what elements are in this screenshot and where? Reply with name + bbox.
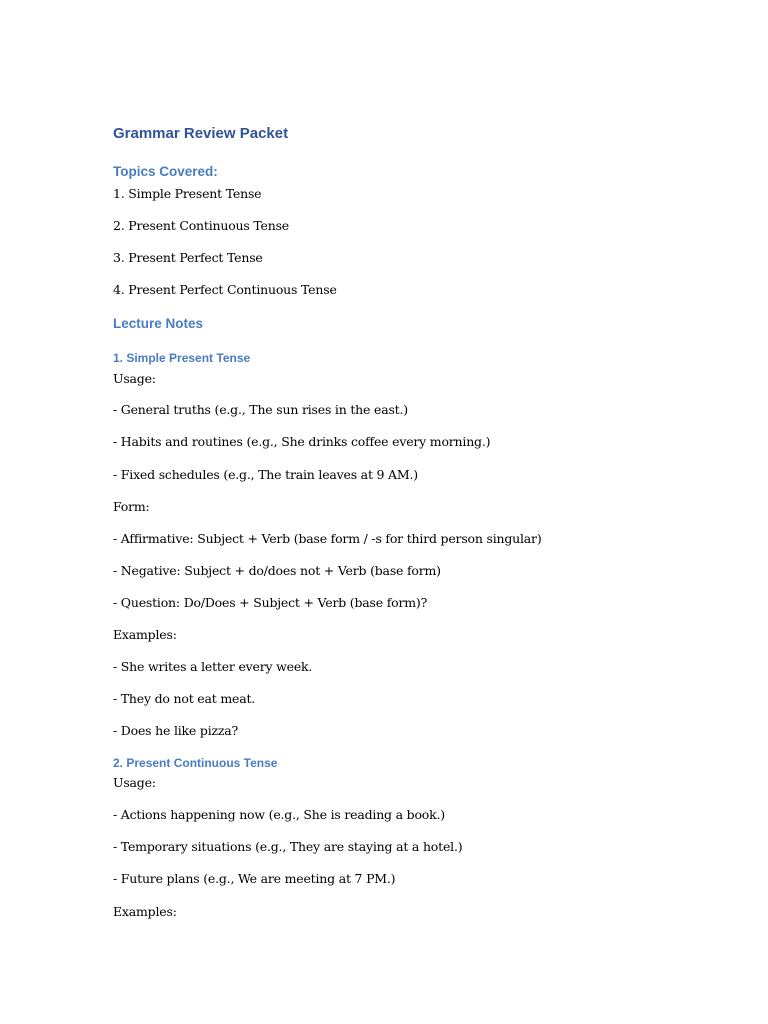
- examples-label: Examples:: [113, 627, 177, 642]
- example-item: - She writes a letter every week.: [113, 659, 313, 674]
- example-item: - Does he like pizza?: [113, 723, 239, 738]
- usage-label: Usage:: [113, 775, 156, 790]
- form-item: - Question: Do/Does + Subject + Verb (base form)?: [113, 595, 428, 610]
- topic-item: 2. Present Continuous Tense: [113, 218, 289, 233]
- document-title: Grammar Review Packet: [113, 125, 289, 142]
- lecture-notes-heading: Lecture Notes: [113, 316, 204, 331]
- usage-item: - Habits and routines (e.g., She drinks coffee every morning.): [113, 434, 491, 449]
- usage-label: Usage:: [113, 371, 156, 386]
- example-item: - They do not eat meat.: [113, 691, 256, 706]
- form-item: - Affirmative: Subject + Verb (base form / -s for third person singular): [113, 531, 542, 546]
- topics-heading: Topics Covered:: [113, 164, 218, 179]
- usage-item: - Future plans (e.g., We are meeting at 7 PM.): [113, 871, 396, 886]
- topic-item: 1. Simple Present Tense: [113, 186, 262, 201]
- usage-item: - General truths (e.g., The sun rises in the east.): [113, 402, 408, 417]
- section-heading-simple-present: 1. Simple Present Tense: [113, 351, 251, 365]
- form-item: - Negative: Subject + do/does not + Verb (base form): [113, 563, 441, 578]
- topic-item: 3. Present Perfect Tense: [113, 250, 263, 265]
- usage-item: - Actions happening now (e.g., She is reading a book.): [113, 807, 445, 822]
- usage-item: - Temporary situations (e.g., They are staying at a hotel.): [113, 839, 463, 854]
- examples-label: Examples:: [113, 904, 177, 919]
- form-label: Form:: [113, 499, 150, 514]
- usage-item: - Fixed schedules (e.g., The train leaves at 9 AM.): [113, 467, 418, 482]
- section-heading-present-continuous: 2. Present Continuous Tense: [113, 756, 278, 770]
- topic-item: 4. Present Perfect Continuous Tense: [113, 282, 337, 297]
